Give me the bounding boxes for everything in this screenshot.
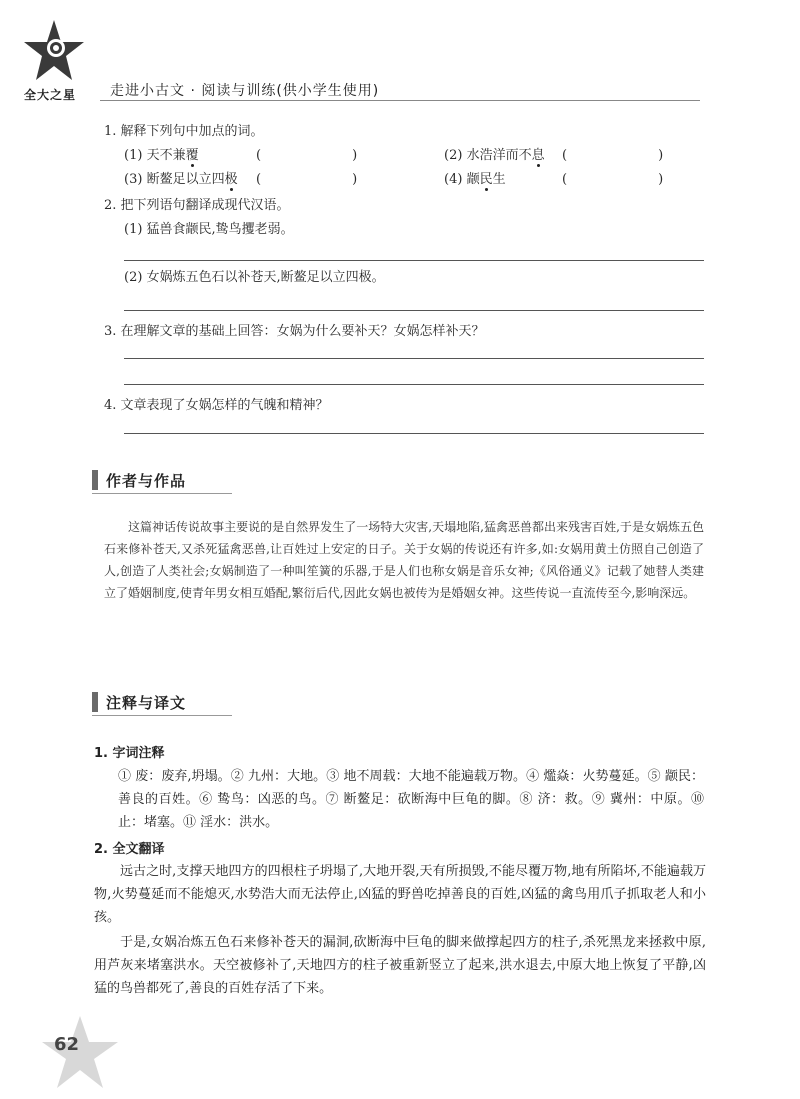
question-2-label: 2. 把下列语句翻译成现代汉语。 [104,198,290,213]
q1-dotted-word: 息 [531,148,545,163]
q1-item-text: 天不兼 [146,148,186,163]
q1-item-3 [124,170,238,190]
q1-dotted-word: 极 [224,172,238,187]
section-underline [92,493,232,494]
star-logo-icon [20,18,88,86]
page-number: 62 [54,1034,80,1055]
q1-item-text: 水浩洋而不 [466,148,532,163]
q1-blank-3[interactable]: ( ) [256,172,358,187]
translation-paragraph-2: 于是,女娲冶炼五色石来修补苍天的漏洞,砍断海中巨龟的脚来做撑起四方的柱子,杀死黑龙来拯救中原,用芦灰来堵塞洪水。天空被修补了,天地四方的柱子被重新竖立了起来,洪水退去,中原大地上恢复了平静,凶猛的鸟兽都死了,善良的百姓存活了下来。 [94,935,706,996]
q1-item-text: 断鳌足以立四 [146,172,225,187]
vocab-notes [118,765,704,834]
q1-dotted-word: 覆 [185,148,199,163]
q2-sentence-2: (2) 女娲炼五色石以补苍天,断鳌足以立四极。 [124,270,385,285]
q1-item-2 [444,146,545,166]
page-star-icon [40,1012,120,1092]
section-marker [92,692,98,712]
answer-line[interactable] [124,433,704,434]
header-divider [100,100,700,101]
question-1-label: 1. 解释下列句中加点的词。 [104,124,264,139]
translation-paragraph-1: 远古之时,支撑天地四方的四根柱子坍塌了,大地开裂,天有所损毁,不能尽覆万物,地有所陷坏,不能遍载万物,火势蔓延而不能熄灭,水势浩大而无法停止,凶猛的野兽吃掉善良的百姓,凶猛的禽鸟用爪子抓取老人和小孩。 [94,864,706,925]
q1-item-1 [124,146,199,166]
brand-name: 全大之星 [24,88,77,102]
q1-item-4 [444,170,506,190]
q1-item-num: (1) [124,148,143,163]
author-text: 这篇神话传说故事主要说的是自然界发生了一场特大灾害,天塌地陷,猛禽恶兽都出来残害百姓,于是女娲炼五色石来修补苍天,又杀死猛禽恶兽,让百姓过上安定的日子。关于女娲的传说还有许多,如:女娲用黄土仿照自己创造了人,创造了人类社会;女娲制造了一种叫笙簧的乐器,于是人们也称女娲是音乐女神;《风俗通义》记载了她替人类建立了婚姻制度,使青年男女相互婚配,繁衍后代,因此女娲也被传为是婚姻女神。这些传说一直流传至今,影响深远。 [104,520,704,600]
answer-line[interactable] [124,260,704,261]
vocab-heading: 1. 字词注释 [94,746,165,761]
q1-blank-4[interactable]: ( ) [562,172,664,187]
author-paragraph [104,516,704,604]
answer-line[interactable] [124,358,704,359]
q1-dotted-word: 民 [479,172,493,187]
q1-item-num: (3) [124,172,143,187]
q1-item-num: (2) [444,148,463,163]
q1-blank-1[interactable]: ( ) [256,148,358,163]
q1-item-text-end: 生 [492,172,506,187]
section-marker [92,470,98,490]
translation-heading: 2. 全文翻译 [94,842,165,857]
q1-item-num: (4) [444,172,463,187]
q2-sentence-1: (1) 猛兽食颛民,鸷鸟攫老弱。 [124,222,294,237]
q1-item-text: 颛 [466,172,480,187]
section-underline [92,715,232,716]
section-title-author: 作者与作品 [106,472,187,490]
section-title-notes: 注释与译文 [106,694,187,712]
q1-blank-2[interactable]: ( ) [562,148,664,163]
question-4-label: 4. 文章表现了女娲怎样的气魄和精神？ [104,398,329,413]
answer-line[interactable] [124,384,704,385]
translation-body [94,860,706,1000]
answer-line[interactable] [124,310,704,311]
question-3-label: 3. 在理解文章的基础上回答：女娲为什么要补天？女娲怎样补天？ [104,324,485,339]
series-title: 走进小古文 · 阅读与训练(供小学生使用) [110,83,380,99]
vocab-text: ① 废：废弃,坍塌。② 九州：大地。③ 地不周载：大地不能遍载万物。④ 爁焱：火势蔓延。⑤ 颛民：善良的百姓。⑥ 鸷鸟：凶恶的鸟。⑦ 断鳌足：砍断海中巨龟的脚。⑧ 济：救。⑨ 冀州：中原。⑩ 止：堵塞。⑪ 淫水：洪水。 [118,769,704,830]
